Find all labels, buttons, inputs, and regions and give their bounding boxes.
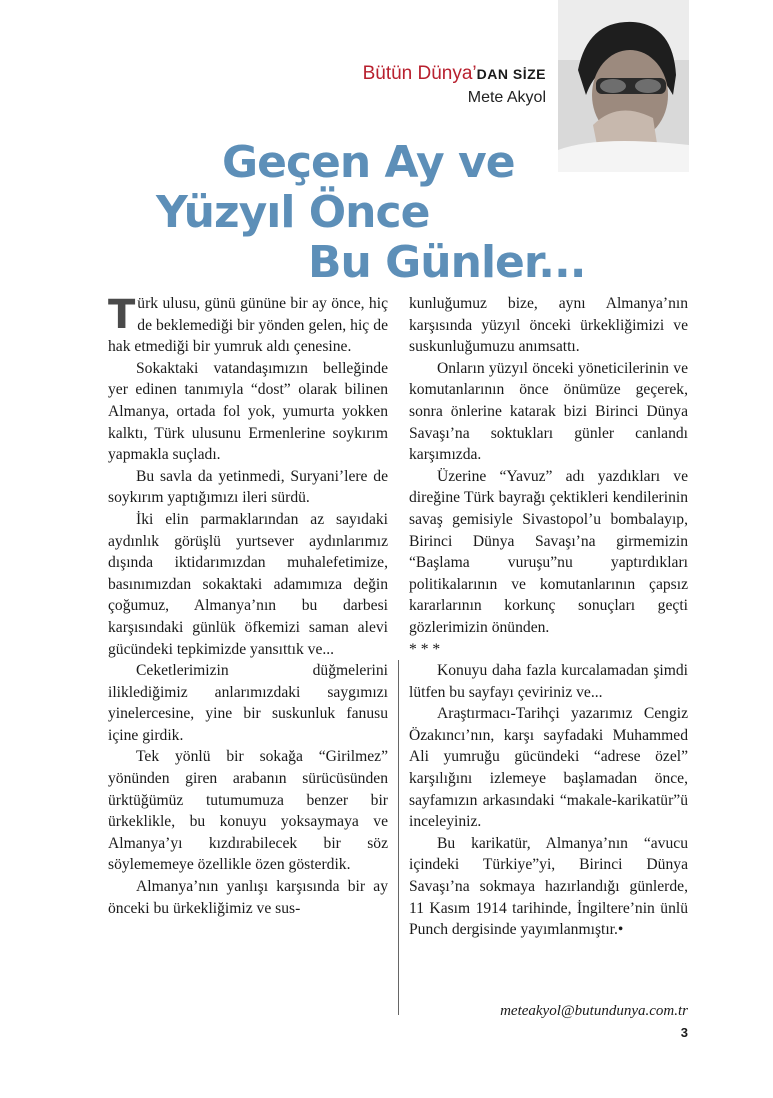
author-email: meteakyol@butundunya.com.tr — [500, 1003, 688, 1019]
paragraph: Tek yönlü bir sokağa “Girilmez” yönünden giren arabanın sürücüsünden ürktüğümüz tutumumuza benzer bir ürkeklikle, bu konuyu yoksaymaya ve Almanya’yı kızdırabilecek bir söz söylememeye özellikle özen gösterdik. — [108, 748, 388, 874]
column-divider — [398, 660, 399, 1015]
paragraph: İki elin parmaklarından az sayıdaki aydınlık görüşlü yurtsever aydınlarımız dışında iktidarımızdan muhalefetimize, basınımızdan sokaktaki adamımıza değin çoğumuz, Almanya’nın bu darbesi karşısındaki günlük öfkemizi saman alevi gücündeki tepkimizde yansıttık ve... — [108, 510, 388, 658]
author-portrait-image — [558, 0, 689, 172]
headline-line-2: Yüzyıl Önce — [156, 187, 430, 238]
headline-line-1: Geçen Ay ve — [222, 137, 515, 188]
paragraph: Sokaktaki vatandaşımızın belleğinde yer edinen tanımıyla “dost” olarak bilinen Almanya, ortada fol yok, yumurta yokken kalktı, Türk ulusunu Ermenlerine soykırım yapmakla suçladı. — [108, 359, 388, 464]
brand-name: Bütün Dünya’ — [362, 63, 477, 84]
paragraph: Bu karikatür, Almanya’nın “avucu içindeki Türkiye”yi, Birinci Dünya Savaşı’na sokmaya hazırlandığı günlerde, 11 Kasım 1914 tarihinde, İngiltere’nin ünlü Punch dergisinde yayımlanmıştır.• — [409, 834, 688, 939]
headline-line-3: Bu Günler... — [308, 237, 586, 288]
section-header — [363, 63, 546, 85]
paragraph: Almanya’nın yanlışı karşısında bir ay önceki bu ürkekliğimiz ve sus- — [108, 878, 388, 917]
first-paragraph — [108, 293, 388, 358]
paragraph: Araştırmacı-Tarihçi yazarımız Cengiz Özakıncı’nın, karşı sayfadaki Muhammed Ali yumruğu gücündeki “adrese özel” karşılığını izlemeye başlamadan önce, sayfamızın arkasındaki “makale-karikatür”ü inceleyiniz. — [409, 705, 688, 831]
paragraph: Konuyu daha fazla kurcalamadan şimdi lütfen bu sayfayı çeviriniz ve... — [409, 662, 688, 701]
section-separator: * * * — [409, 640, 441, 658]
author-photo — [558, 0, 689, 172]
author-name: Mete Akyol — [467, 89, 546, 106]
left-column — [108, 293, 388, 919]
paragraph: Onların yüzyıl önceki yöneticilerinin ve komutanlarının önce önümüze geçerek, sonra önlerine katarak bizi Birinci Dünya Savaşı’na soktukları günler canlandı karşımızda. — [409, 359, 688, 464]
drop-cap: T — [108, 292, 136, 338]
brand-suffix: DAN SİZE — [476, 66, 546, 82]
paragraph: Ceketlerimizin düğmelerini iliklediğimiz anlarımızdaki saygımızı yinelercesine, yine bir suskunluk fanusu içine girdik. — [108, 662, 388, 744]
paragraph: Üzerine “Yavuz” adı yazdıkları ve direğine Türk bayrağı çektikleri kendilerinin savaş gemisiyle Sivastopol’u bombalayıp, Birinci Dünya Savaşı’na girmemizin “Başlama vuruşu”nu yaptırdıkları politikalarının ve komutanlarının çapsız kararlarının korkunç sonuçları geçti gözlerimizin önünden. — [409, 467, 688, 636]
first-paragraph-text: ürk ulusu, günü gününe bir ay önce, hiç de beklemediği bir yönden gelen, hiç de hak etmediği bir yumruk aldı çenesine. — [108, 295, 388, 356]
right-column — [409, 293, 688, 941]
page-number: 3 — [680, 1025, 688, 1040]
continuation-paragraph: kunluğumuz bize, aynı Almanya’nın karşısında yüzyıl önceki ürkekliğimizi ve suskunluğumuzu anımsattı. — [409, 295, 688, 356]
paragraph: Bu savla da yetinmedi, Suryani’lere de soykırım yaptığımızı ileri sürdü. — [108, 467, 388, 507]
